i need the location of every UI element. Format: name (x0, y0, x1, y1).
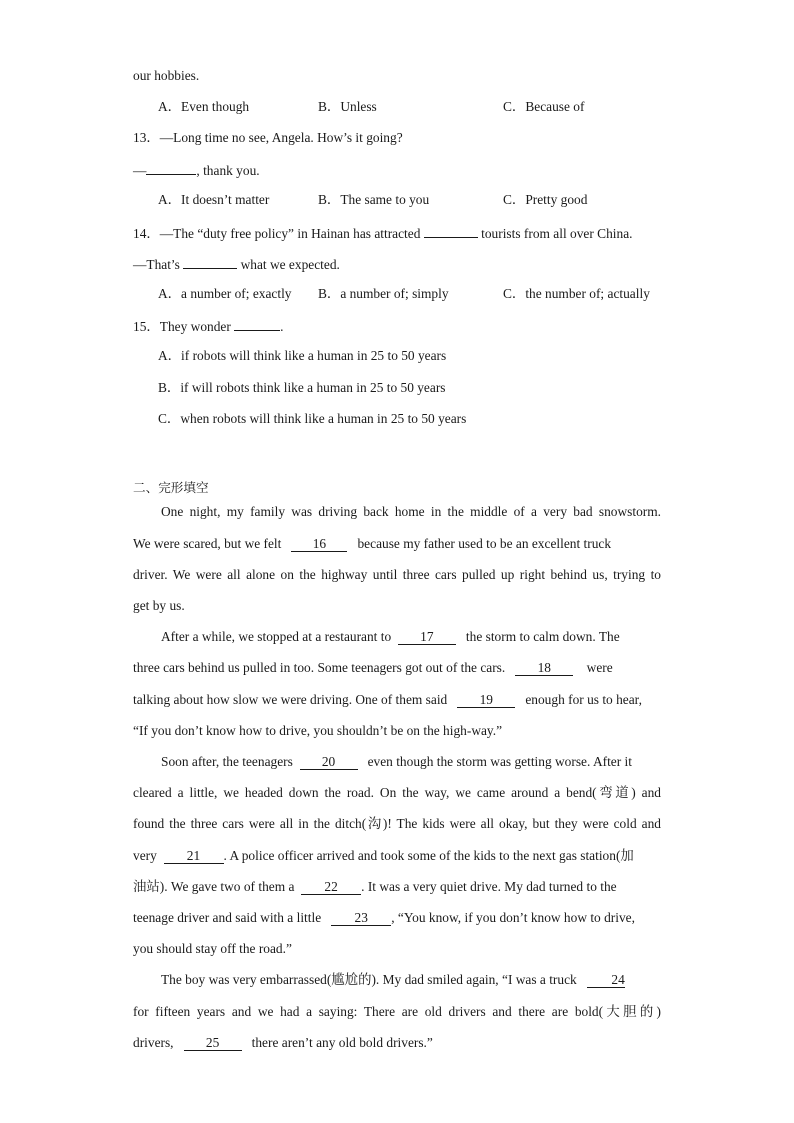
q14-stem-part-b: tourists from all over China. (481, 226, 633, 241)
passage-p3-line-3: found the three cars were all in the ditch(沟)! The kids were all okay, but they were cold and (133, 816, 661, 831)
blank-25[interactable]: 25 (184, 1035, 242, 1051)
passage-p3-line-1: Soon after, the teenagers 20 even though the storm was getting worse. After it (161, 754, 632, 769)
passage-p2-line-1: After a while, we stopped at a restaurant to 17 the storm to calm down. The (161, 629, 620, 644)
passage-p2-line-4: “If you don’t know how to drive, you shouldn’t be on the high-way.” (133, 723, 503, 738)
q14-stem-part-a: 14．—The “duty free policy” in Hainan has attracted (133, 226, 421, 241)
q15-stem-text: 15．They wonder (133, 319, 231, 334)
q12-option-b[interactable]: B．Unless (318, 99, 377, 114)
q14-reply (133, 254, 340, 274)
q13-option-b[interactable]: B．The same to you (318, 192, 430, 207)
q14-answer-blank-1[interactable] (424, 223, 478, 238)
blank-20[interactable]: 20 (300, 754, 358, 770)
blank-16[interactable]: 16 (291, 536, 347, 552)
passage-p1-line-4: get by us. (133, 598, 185, 613)
q15-stem-end: . (280, 319, 284, 334)
passage-p1-line-1: One night, my family was driving back home in the middle of a very bad snowstorm. (161, 504, 661, 519)
passage-p1-line-3: driver. We were all alone on the highway until three cars pulled up right behind us, trying to (133, 567, 661, 582)
q14-option-c[interactable]: C．the number of; actually (503, 286, 650, 301)
q14-reply-part-a: —That’s (133, 257, 180, 272)
blank-19[interactable]: 19 (457, 692, 515, 708)
q13-reply: — , thank you. (133, 160, 260, 180)
q13-reply-tail: , thank you. (196, 163, 260, 178)
passage-p3-line-7: you should stay off the road.” (133, 941, 292, 956)
passage-p3-line-5: 油站). We gave two of them a 22 . It was a very quiet drive. My dad turned to the (133, 879, 617, 894)
section-heading: 二、完形填空 (133, 480, 209, 495)
blank-24[interactable]: 24 (587, 972, 625, 988)
q12-option-a[interactable]: A．Even though (158, 99, 250, 114)
q12-stem-continuation: our hobbies. (133, 68, 200, 83)
q15-option-b[interactable]: B．if will robots think like a human in 25 to 50 years (158, 380, 446, 395)
q14-answer-blank-2[interactable] (183, 254, 237, 269)
passage-p3-line-4: very 21 . A police officer arrived and took some of the kids to the next gas station(加 (133, 848, 634, 863)
q13-stem: 13．—Long time no see, Angela. How’s it going? (133, 130, 403, 145)
q15-stem (133, 316, 284, 336)
blank-21[interactable]: 21 (164, 848, 224, 864)
blank-23[interactable]: 23 (331, 910, 391, 926)
q14-reply-part-b: what we expected. (240, 257, 340, 272)
passage-p2-line-2: three cars behind us pulled in too. Some teenagers got out of the cars. 18 were (133, 660, 613, 675)
q15-option-a[interactable]: A．if robots will think like a human in 25 to 50 years (158, 348, 447, 363)
q14-option-b[interactable]: B．a number of; simply (318, 286, 449, 301)
blank-18[interactable]: 18 (515, 660, 573, 676)
passage-p4-line-3: drivers, 25 there aren’t any old bold drivers.” (133, 1035, 433, 1050)
passage-p1-line-2: We were scared, but we felt 16 because my father used to be an excellent truck (133, 536, 612, 551)
q14-stem (133, 223, 633, 243)
blank-17[interactable]: 17 (398, 629, 456, 645)
passage-p2-line-3: talking about how slow we were driving. One of them said 19 enough for us to hear, (133, 692, 642, 707)
blank-22[interactable]: 22 (301, 879, 361, 895)
q15-answer-blank[interactable] (234, 316, 280, 331)
passage-p4-line-1: The boy was very embarrassed(尴尬的). My dad smiled again, “I was a truck 24 (161, 972, 625, 987)
passage-p3-line-6: teenage driver and said with a little 23 , “You know, if you don’t know how to drive, (133, 910, 635, 925)
q12-option-c[interactable]: C．Because of (503, 99, 585, 114)
q15-option-c[interactable]: C．when robots will think like a human in 25 to 50 years (158, 411, 467, 426)
q14-option-a[interactable]: A．a number of; exactly (158, 286, 292, 301)
q13-answer-blank[interactable] (146, 160, 196, 175)
q13-option-c[interactable]: C．Pretty good (503, 192, 588, 207)
passage-p4-line-2: for fifteen years and we had a saying: There are old drivers and there are bold(大胆的) (133, 1004, 661, 1019)
q13-option-a[interactable]: A．It doesn’t matter (158, 192, 270, 207)
passage-p3-line-2: cleared a little, we headed down the road. On the way, we came around a bend(弯道) and (133, 785, 661, 800)
